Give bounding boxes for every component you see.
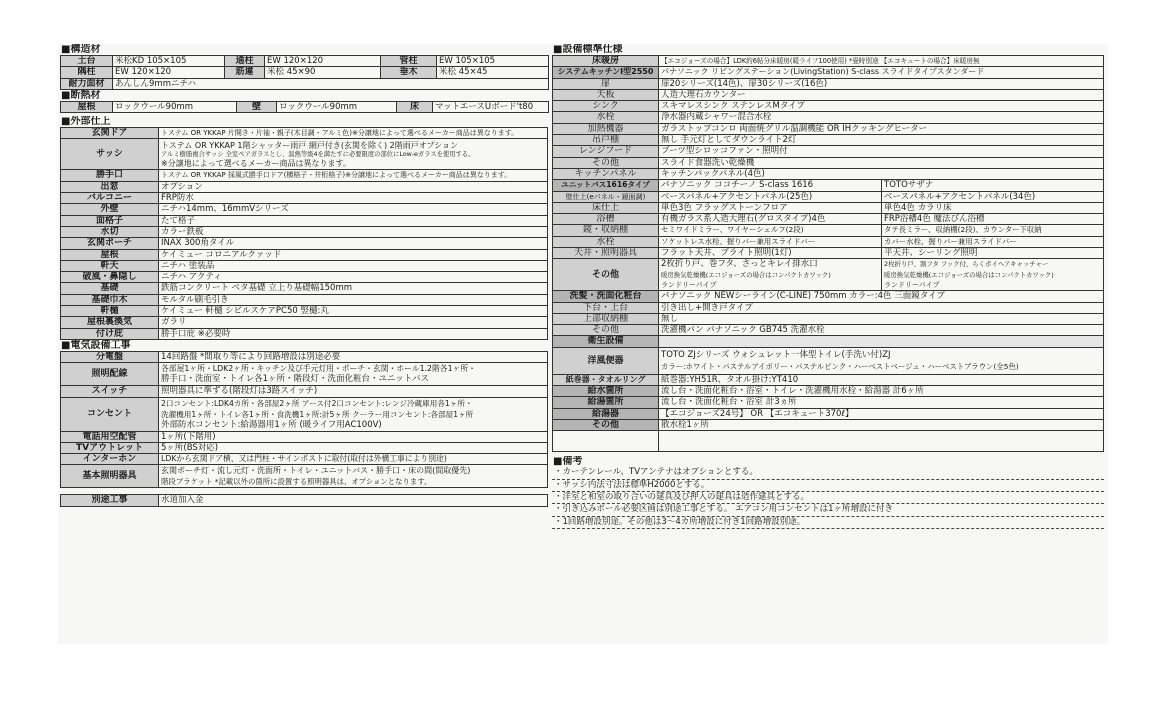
cell-value: 洗濯機パン パナソニック GB745 洗濯水栓 xyxy=(659,325,1104,336)
cell-value: パナソニック NEWシーライン(C-LINE) 750mm カラー:4色 三面鏡タイプ xyxy=(659,291,1104,302)
ub-other-line: ランドリーパイプ xyxy=(884,280,940,289)
table-row xyxy=(61,431,548,442)
cell-value: 散水栓1ヶ所 xyxy=(659,419,1104,430)
cell-label: 天井・照明器具 xyxy=(553,248,659,259)
spec-sheet xyxy=(58,44,1108,644)
cell-value: INAX 300角タイル xyxy=(159,238,548,249)
cell-value: 米松 45×90 xyxy=(265,67,381,78)
table-row xyxy=(553,56,1104,67)
cell-value: 【エコジョーズ24号】 OR 【エコキュート370ℓ】 xyxy=(659,408,1104,419)
cell-label: 玄関ドア xyxy=(61,128,159,139)
cell-label: サッシ xyxy=(61,139,159,170)
table-row xyxy=(553,112,1104,123)
cell-value: 流し台・洗面化粧台・浴室・トイレ・洗濯機用水栓・給湯器 計6ヶ所 xyxy=(659,386,1104,397)
cell-label: レンジフード xyxy=(553,146,659,157)
cell-label: 壁仕上(eパネル・鏡面調) xyxy=(553,191,659,202)
cell-label: 壁 xyxy=(237,101,277,112)
cell-label: その他 xyxy=(553,157,659,168)
toilet-line: TOTO ZJシリーズ ウォシュレット一体型トイレ(手洗い付)ZJ xyxy=(661,349,891,360)
cell-label: 基礎巾木 xyxy=(61,294,159,305)
table-row xyxy=(553,101,1104,112)
cell-label: 土台 xyxy=(61,56,113,67)
cell-empty xyxy=(659,336,1104,347)
cell-label: 破風・鼻隠し xyxy=(61,272,159,283)
cell-label: 屋根 xyxy=(61,249,159,260)
table-row xyxy=(61,442,548,453)
sash-line: ※分譲地によって選べるメーカー商品は異なります。 xyxy=(161,158,351,168)
cell-label: スイッチ xyxy=(61,386,159,397)
table-row xyxy=(553,347,1104,374)
cell-value: ソケットレス水栓、握りバー兼用スライドバー xyxy=(659,236,882,247)
cell-value: EW 120×120 xyxy=(265,56,381,67)
exterior-rows xyxy=(61,170,548,339)
cell-value: ブーツ型シロッコファン・照明付 xyxy=(659,146,1104,157)
insulation-table xyxy=(60,101,549,113)
exterior-heading: ■外部仕上 xyxy=(61,116,111,128)
cell-label: 隅柱 xyxy=(61,67,113,78)
table-row xyxy=(61,283,548,294)
table-row xyxy=(61,317,548,328)
cell-value: キッチンパックパネル(4色) xyxy=(659,168,1104,179)
cell-label: 通柱 xyxy=(225,56,265,67)
cell-value: 米松 45×45 xyxy=(437,67,549,78)
separate-work-table xyxy=(60,494,548,506)
cell-value: スキマレスシンク ステンレスMタイプ xyxy=(659,101,1104,112)
table-row xyxy=(61,78,549,89)
remark-line: ・引き込みポール必要区画は別途工事とする。 エアコン用コンセントは1ヶ所増設に付き xyxy=(552,504,1104,516)
ub-rows xyxy=(553,191,1104,259)
cell-value: フラット天井、ブライト照明(1灯) xyxy=(659,248,882,259)
lighting-line: 勝手口・洗面室・トイレ各1ヶ所・階段灯・洗面化粧台・ユニットバス xyxy=(161,374,429,385)
ub-other-line: ランドリーパイプ xyxy=(661,280,717,289)
sash-line: アルミ樹脂複合サッシ 全室ペアガラスとし、温熱等級4を満たすに必要限度の部位にLow-eガラスを使用する。 xyxy=(161,150,475,158)
cell-label: キッチンパネル xyxy=(553,168,659,179)
cell-value: EW 105×105 xyxy=(437,56,549,67)
cell-value: 無し xyxy=(659,313,1104,324)
table-row xyxy=(553,259,1104,291)
cell-label: 勝手口 xyxy=(61,170,159,181)
outlet-line: 2口コンセント:LDK4カ所・各部屋2ヶ所 アース付2口コンセント:レンジ冷蔵庫用各1ヶ所・ xyxy=(161,398,473,408)
table-row xyxy=(553,302,1104,313)
table-row xyxy=(553,325,1104,336)
cell-value: あんしん9mmニチハ xyxy=(113,78,549,89)
cell-value xyxy=(159,465,548,488)
cell-value: 浄水器内蔵シャワー混合水栓 xyxy=(659,112,1104,123)
cell-value: 水道加入金 xyxy=(159,495,548,506)
table-row xyxy=(61,193,548,204)
table-row xyxy=(61,465,548,488)
cell-value: セミワイドミラー、ワイヤーシェルフ(2段) xyxy=(659,225,882,236)
table-row xyxy=(553,78,1104,89)
table-row xyxy=(553,191,1104,202)
table-row xyxy=(553,397,1104,408)
table-row xyxy=(61,204,548,215)
cell-label: 給湯箇所 xyxy=(553,397,659,408)
cell-value: 無し 手元灯としてダウンライト2灯 xyxy=(659,135,1104,146)
cell-value: TOTOサザナ xyxy=(882,180,1104,191)
cell-label: 外壁 xyxy=(61,204,159,215)
table-row xyxy=(61,294,548,305)
equipment-table xyxy=(552,55,1104,452)
cell-label: 鏡・収納棚 xyxy=(553,225,659,236)
cell-value: ニチハ14mm、16mmVシリーズ xyxy=(159,204,548,215)
cell-label: コンセント xyxy=(61,397,159,431)
cell-label: 軒天 xyxy=(61,260,159,271)
cell-label: 屋根裏換気 xyxy=(61,317,159,328)
toilet-line: カラー:ホワイト・パステルアイボリー・パステルピンク・ハーベストベージュ・ハーベストブラウン(全5色) xyxy=(661,361,1019,371)
table-row xyxy=(553,202,1104,213)
cell-value: ケイミュー 軒樋 シビルスケアPC50 竪樋:丸 xyxy=(159,306,548,317)
cell-value: 鉄筋コンクリート ベタ基礎 立上り基礎幅150mm xyxy=(159,283,548,294)
cell-value: LDKから玄関ドア横、又は門柱・サインポストに取付(取付は外構工事により別途) xyxy=(159,454,548,465)
equipment-heading: ■設備標準仕様 xyxy=(553,44,623,55)
table-row xyxy=(553,214,1104,225)
cell-label: ユニットバス1616タイプ xyxy=(553,180,659,191)
cell-label: 下台・上台 xyxy=(553,302,659,313)
cell-label: 水栓 xyxy=(553,112,659,123)
table-row xyxy=(553,89,1104,100)
cell-label: 吊戸棚 xyxy=(553,135,659,146)
cell-label: 給水箇所 xyxy=(553,386,659,397)
cell-label: 上部収納棚 xyxy=(553,313,659,324)
cell-label: その他 xyxy=(553,325,659,336)
table-row xyxy=(553,135,1104,146)
cell-value: ロックウール90mm xyxy=(277,101,397,112)
cell-value: カラー鉄板 xyxy=(159,226,548,237)
cell-label: 出窓 xyxy=(61,181,159,192)
table-row xyxy=(61,306,548,317)
cell-label: 基本照明器具 xyxy=(61,465,159,488)
cell-value: ロックウール90mm xyxy=(113,101,237,112)
cell-label: 床仕上 xyxy=(553,202,659,213)
cell-label: 基礎 xyxy=(61,283,159,294)
cell-value: FRP防水 xyxy=(159,193,548,204)
cell-label: 耐力面材 xyxy=(61,78,113,89)
table-row xyxy=(61,386,548,397)
table-row xyxy=(61,215,548,226)
ub-other-line: 暖房換気乾燥機(エコジョーズの場合はコンパクトカワック) xyxy=(661,270,831,279)
cell-value: 流し台・洗面化粧台・浴室 計3ヵ所 xyxy=(659,397,1104,408)
kitchen-rows xyxy=(553,78,1104,180)
cell-value: 5ヶ所(BS対応) xyxy=(159,442,548,453)
table-row xyxy=(553,180,1104,191)
remarks-heading: ■備考 xyxy=(553,456,583,468)
table-row xyxy=(553,146,1104,157)
cell-label: 天板 xyxy=(553,89,659,100)
outlet-line: 洗濯機用1ヶ所・トイレ各1ヶ所・食洗機1ヶ所:計5ヶ所 クーラー用コンセント:各部屋1ヶ所 xyxy=(161,409,474,419)
cell-value: ガラリ xyxy=(159,317,548,328)
cell-value: 扉20シリーズ(14色)、扉30シリーズ(16色) xyxy=(659,78,1104,89)
cell-label: 玄関ポーチ xyxy=(61,238,159,249)
table-row xyxy=(61,260,548,271)
table-row xyxy=(61,181,548,192)
outlet-line: 外部防水コンセント:給湯器用1ヶ所 (暖ライフ用AC100V) xyxy=(161,419,382,430)
cell-label: 軒樋 xyxy=(61,306,159,317)
cell-label: シンク xyxy=(553,101,659,112)
cell-label: 水栓 xyxy=(553,236,659,247)
cell-value: タテ長ミラー、収納棚(2段)、カウンター下収納 xyxy=(882,225,1104,236)
table-row xyxy=(553,123,1104,134)
table-row xyxy=(553,431,1104,452)
table-row xyxy=(61,454,548,465)
ub-other-line: 2枚折り戸、巻フタ、さっとキレイ排水口 xyxy=(661,259,818,270)
cell-value xyxy=(882,259,1104,291)
table-row xyxy=(553,336,1104,347)
cell-value: 単色4色 カラリ床 xyxy=(882,202,1104,213)
cell-value: マットエースUボード't80 xyxy=(433,101,549,112)
left-column xyxy=(60,44,548,507)
table-row xyxy=(61,363,548,386)
remark-line: ・カーテンレール、TVアンテナはオプションとする。 xyxy=(552,467,1104,479)
lighting-line: 各部屋1ヶ所・LDK2ヶ所・キッチン及び手元灯用・ポーチ・玄関・ホール1.2階各1ヶ所・ xyxy=(161,364,476,374)
cell-value: ケイミュー コロニアルクァッド xyxy=(159,249,548,260)
cell-value: トステム OR YKKAP 片開き・片袖・親子(木目調・アルミ色)※分譲地によって選べるメーカー商品は異なります。 xyxy=(159,128,548,139)
cell-label: 衛生設備 xyxy=(553,336,659,347)
cell-label: システムキッチンI型2550 xyxy=(553,67,659,78)
cell-empty xyxy=(553,431,659,452)
cell-value: 1ヶ所(下階用) xyxy=(159,431,548,442)
cell-value: トステム OR YKKAP 採風式勝手口ドア(横格子・井桁格子)※分譲地によって選べるメーカー商品は異なります。 xyxy=(159,170,548,181)
cell-value: オプション xyxy=(159,181,548,192)
cell-value: 14回路盤 *間取り等により回路増設は別途必要 xyxy=(159,351,548,362)
cell-value: 勝手口庇 ※必要時 xyxy=(159,328,548,339)
remark-line: ・洋室と和室の取り合いの建具及び押入の建具は造作建具とする。 xyxy=(552,492,1104,504)
cell-value: パナソニック リビングステーション(LivingStation) S-class スライドタイプスタンダード xyxy=(659,67,1104,78)
table-row xyxy=(61,170,548,181)
table-row xyxy=(553,313,1104,324)
cell-empty xyxy=(659,431,1104,452)
cell-label: 別途工事 xyxy=(61,495,159,506)
cell-value: 引き出し+開き戸タイプ xyxy=(659,302,1104,313)
cell-label: 洗髪・洗面化粧台 xyxy=(553,291,659,302)
cell-value: 有機ガラス系人造大理石(グロスタイプ)4色 xyxy=(659,214,882,225)
table-row xyxy=(553,248,1104,259)
remark-line: ・1回路増設別途。その他は3～4カ所増設に付き1回路増設別途。 xyxy=(552,517,1104,529)
table-row xyxy=(553,419,1104,430)
cell-label: その他 xyxy=(553,419,659,430)
cell-value: ニチハ 塗装品 xyxy=(159,260,548,271)
cell-value: ガラストップコンロ 両面焼グリル温調機能 OR IHクッキングヒーター xyxy=(659,123,1104,134)
sash-line: トステム OR YKKAP 1階シャッター雨戸 網戸付き(玄関を除く) 2階雨戸オプション xyxy=(161,140,459,150)
cell-value: 単色3色 フラッグストーンフロア xyxy=(659,202,882,213)
right-column xyxy=(552,44,1104,529)
cell-label: 分電盤 xyxy=(61,351,159,362)
structure-table xyxy=(60,55,549,90)
electric-table xyxy=(60,351,548,488)
cell-value: 平天井、シーリング照明 xyxy=(882,248,1104,259)
exterior-table xyxy=(60,127,548,340)
cell-label: 床暖房 xyxy=(553,56,659,67)
table-row xyxy=(61,101,549,112)
table-row xyxy=(553,225,1104,236)
cell-value xyxy=(159,139,548,170)
cell-label: 水切 xyxy=(61,226,159,237)
cell-label: 電話用空配管 xyxy=(61,431,159,442)
cell-label: 照明配線 xyxy=(61,363,159,386)
table-row xyxy=(61,128,548,139)
cell-value: たて格子 xyxy=(159,215,548,226)
table-row xyxy=(61,249,548,260)
cell-label: 管柱 xyxy=(381,56,437,67)
cell-value: パナソニック ココチーノ S-class 1616 xyxy=(659,180,882,191)
vanity-rows xyxy=(553,302,1104,336)
cell-label: TVアウトレット xyxy=(61,442,159,453)
table-row xyxy=(61,495,548,506)
table-row xyxy=(553,157,1104,168)
table-row xyxy=(61,397,548,431)
electric-heading: ■電気設備工事 xyxy=(61,339,131,351)
cell-value xyxy=(659,259,882,291)
cell-label: インターホン xyxy=(61,454,159,465)
fixture-line: 玄関ポーチ灯・流し元灯・洗面所・トイレ・ユニットバス・勝手口・床の間(間取優先) xyxy=(161,466,471,476)
cell-label: 扉 xyxy=(553,78,659,89)
cell-label: 洋風便器 xyxy=(553,347,659,374)
cell-label: その他 xyxy=(553,259,659,291)
cell-value xyxy=(659,347,1104,374)
cell-value: ベースパネル+アクセントパネル(25色) xyxy=(659,191,882,202)
cell-label: 付け庇 xyxy=(61,328,159,339)
cell-label: 加熱機器 xyxy=(553,123,659,134)
table-row xyxy=(553,408,1104,419)
cell-value: ベースパネル+アクセントパネル(34色) xyxy=(882,191,1104,202)
cell-label: 浴槽 xyxy=(553,214,659,225)
cell-value: 【エコジョーズの場合】LDK約6帖分床暖房(暖ライフ100使用) *畳時別途 【エコキュートの場合】床暖房無 xyxy=(659,56,1104,67)
cell-value: モルタル刷毛引き xyxy=(159,294,548,305)
cell-label: バルコニー xyxy=(61,193,159,204)
cell-value: カバー水栓、握りバー兼用スライドバー xyxy=(882,236,1104,247)
ub-other-line: 暖房換気乾燥機(エコジョーズの場合はコンパクトカワック) xyxy=(884,270,1054,279)
table-row xyxy=(61,226,548,237)
cell-value: 紙巻器:YH51R、タオル掛け:YT410 xyxy=(659,374,1104,385)
cell-label: 筋違 xyxy=(225,67,265,78)
cell-value xyxy=(159,397,548,431)
insulation-heading: ■断熱材 xyxy=(61,89,101,101)
remarks-list xyxy=(552,467,1104,529)
table-row xyxy=(61,272,548,283)
remark-line: ・サッシ内法寸法は標準H2000とする。 xyxy=(552,480,1104,492)
table-row xyxy=(553,236,1104,247)
cell-label: 屋根 xyxy=(61,101,113,112)
cell-value: ニチハ アクティ xyxy=(159,272,548,283)
table-row xyxy=(61,351,548,362)
ub-other-line: 2枚折り戸、割フタ フック付、らくポイヘアキャッチャー xyxy=(884,260,1049,269)
cell-value xyxy=(159,363,548,386)
cell-value: 人造大理石カウンター xyxy=(659,89,1104,100)
cell-label: 紙巻器・タオルリング xyxy=(553,374,659,385)
structure-heading: ■構造材 xyxy=(61,44,101,55)
table-row xyxy=(61,139,548,170)
cell-value: スライド食器洗い乾燥機 xyxy=(659,157,1104,168)
fixture-line: 階段ブラケット *記載以外の箇所に設置する照明器具は、オプションとなります。 xyxy=(161,477,432,487)
cell-label: 給湯器 xyxy=(553,408,659,419)
cell-value: 米松KD 105×105 xyxy=(113,56,225,67)
table-row xyxy=(553,386,1104,397)
table-row xyxy=(553,168,1104,179)
cell-value: EW 120×120 xyxy=(113,67,225,78)
table-row xyxy=(61,238,548,249)
table-row xyxy=(61,328,548,339)
cell-label: 床 xyxy=(397,101,433,112)
table-row xyxy=(553,291,1104,302)
cell-value: 照明器具に準ずる(階段灯は3路スイッチ) xyxy=(159,386,548,397)
table-row xyxy=(553,67,1104,78)
cell-label: 面格子 xyxy=(61,215,159,226)
cell-value: FRP浴槽4色 魔法びん浴槽 xyxy=(882,214,1104,225)
cell-label: 垂木 xyxy=(381,67,437,78)
table-row xyxy=(61,56,549,67)
table-row xyxy=(553,374,1104,385)
table-row xyxy=(61,67,549,78)
